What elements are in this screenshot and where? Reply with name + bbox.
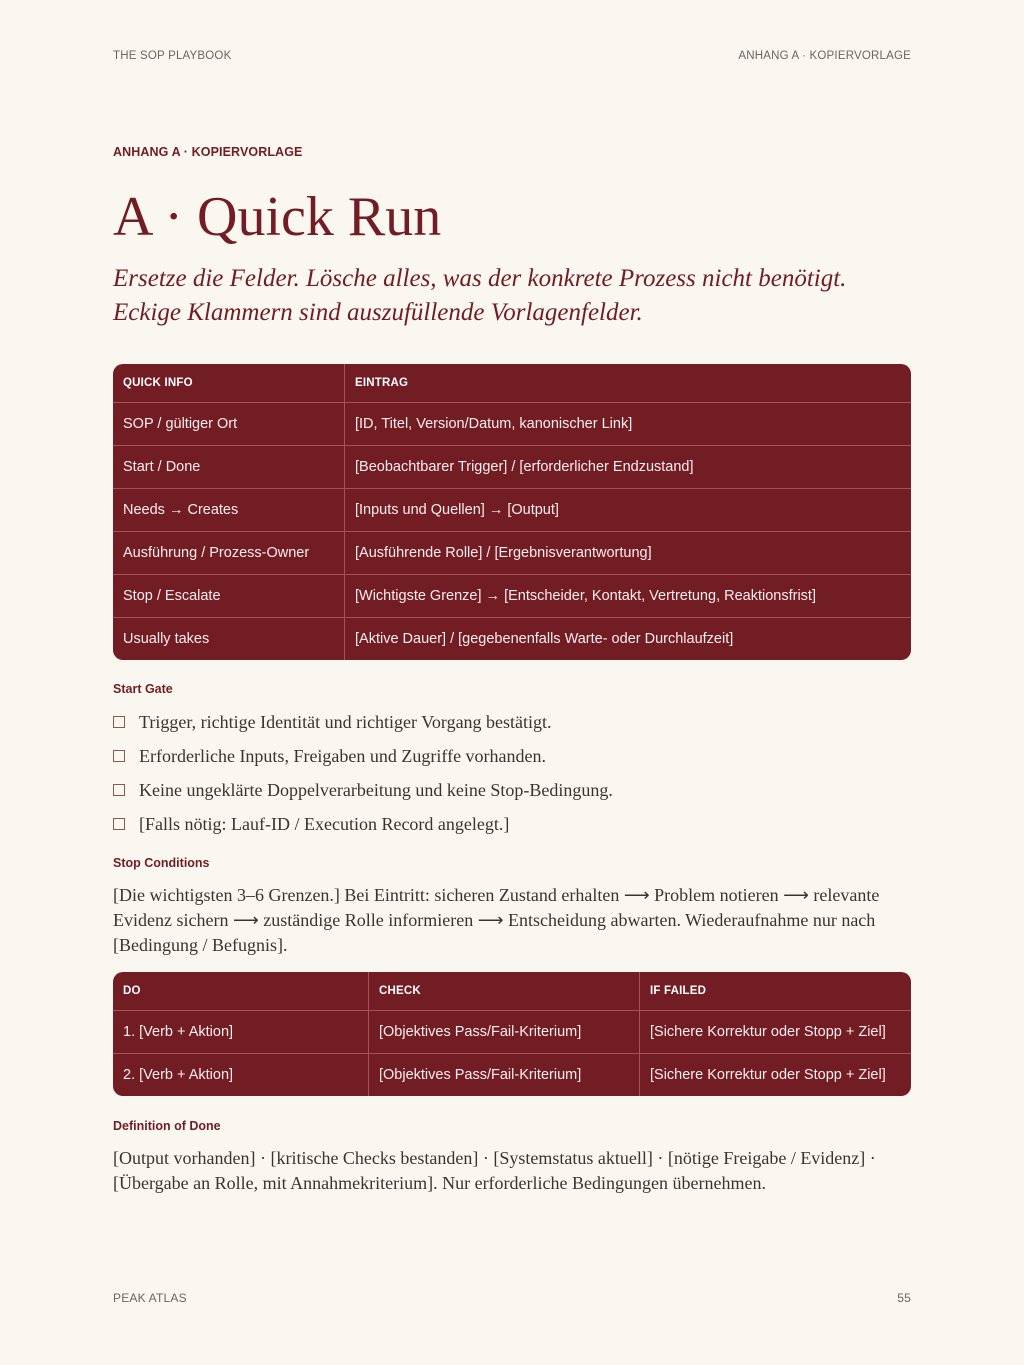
row-value: [Beobachtbarer Trigger] / [erforderlicher Endzustand] xyxy=(345,446,911,489)
section-eyebrow: ANHANG A · KOPIERVORLAGE xyxy=(113,145,303,159)
table-row xyxy=(113,618,911,660)
steps-table xyxy=(113,972,911,1096)
checklist-item-text: Keine ungeklärte Doppelverarbeitung und keine Stop-Bedingung. xyxy=(139,780,613,800)
row-label: SOP / gültiger Ort xyxy=(113,403,345,446)
table-row xyxy=(113,575,911,618)
row-label: Needs → Creates xyxy=(113,489,345,532)
step-if-failed: [Sichere Korrektur oder Stopp + Ziel] xyxy=(650,1067,886,1083)
row-label: Usually takes xyxy=(113,618,345,660)
start-gate-checklist xyxy=(113,710,613,846)
footer-publisher: PEAK ATLAS xyxy=(113,1291,187,1305)
row-value: [ID, Titel, Version/Datum, kanonischer Link] xyxy=(345,403,911,446)
checklist-item xyxy=(113,744,613,778)
step-check: [Objektives Pass/Fail-Kriterium] xyxy=(369,1011,640,1054)
stop-conditions-text: [Die wichtigsten 3–6 Grenzen.] Bei Eintritt: sicheren Zustand erhalten ⟶ Problem notieren ⟶ relevante Evidenz sichern ⟶ zuständige Rolle informieren ⟶ Entscheidung abwarten. Wiederaufnahme nur nach [Bedingung / Befugnis]. xyxy=(113,885,880,955)
row-value: [Wichtigste Grenze] → [Entscheider, Kontakt, Vertretung, Reaktionsfrist] xyxy=(345,575,911,618)
checklist-item-text: Erforderliche Inputs, Freigaben und Zugriffe vorhanden. xyxy=(139,746,547,766)
column-header-if-failed: IF FAILED xyxy=(640,972,911,1011)
running-header-book-title: THE SOP PLAYBOOK xyxy=(113,50,232,62)
table-row xyxy=(113,403,911,446)
step-check: [Objektives Pass/Fail-Kriterium] xyxy=(369,1054,640,1096)
page-number: 55 xyxy=(897,1291,911,1305)
checklist-item-text: Trigger, richtige Identität und richtiger Vorgang bestätigt. xyxy=(139,712,552,732)
row-value: [Aktive Dauer] / [gegebenenfalls Warte- oder Durchlaufzeit] xyxy=(355,631,734,647)
column-header-quick-info: QUICK INFO xyxy=(113,364,345,403)
lede-text: Ersetze die Felder. Lösche alles, was der konkrete Prozess nicht benötigt. Eckige Klammern sind auszufüllende Vorlagenfelder. xyxy=(113,265,847,326)
table-row xyxy=(113,446,911,489)
start-gate-heading: Start Gate xyxy=(113,682,173,696)
stop-conditions-heading: Stop Conditions xyxy=(113,856,210,870)
checklist-item xyxy=(113,710,613,744)
row-value: [Ausführende Rolle] / [Ergebnisverantwortung] xyxy=(345,532,911,575)
table-row xyxy=(113,532,911,575)
table-row xyxy=(113,1011,911,1054)
table-header-row xyxy=(113,364,911,403)
checkbox-icon[interactable] xyxy=(113,818,125,830)
row-label: Stop / Escalate xyxy=(113,575,345,618)
row-label: Start / Done xyxy=(113,446,345,489)
checkbox-icon[interactable] xyxy=(113,716,125,728)
definition-of-done-text: [Output vorhanden] · [kritische Checks bestanden] · [Systemstatus aktuell] · [nötige Freigabe / Evidenz] · [Übergabe an Rolle, mit Annahmekriterium]. Nur erforderliche Bedingungen übernehmen. xyxy=(113,1148,876,1193)
checklist-item-text: [Falls nötig: Lauf-ID / Execution Record angelegt.] xyxy=(139,814,510,834)
row-value: [Inputs und Quellen] → [Output] xyxy=(345,489,911,532)
table-header-row xyxy=(113,972,911,1011)
definition-of-done-heading: Definition of Done xyxy=(113,1119,221,1133)
row-label: Ausführung / Prozess-Owner xyxy=(113,532,345,575)
checkbox-icon[interactable] xyxy=(113,784,125,796)
checklist-item xyxy=(113,812,613,846)
running-header-section: ANHANG A · KOPIERVORLAGE xyxy=(738,50,911,62)
column-header-eintrag: EINTRAG xyxy=(345,364,911,403)
table-row xyxy=(113,489,911,532)
column-header-check: CHECK xyxy=(369,972,640,1011)
step-action: 1. [Verb + Aktion] xyxy=(113,1011,369,1054)
column-header-do: DO xyxy=(113,972,369,1011)
table-row xyxy=(113,1054,911,1096)
quick-info-table xyxy=(113,364,911,660)
checkbox-icon[interactable] xyxy=(113,750,125,762)
page-title: A · Quick Run xyxy=(113,186,442,248)
checklist-item xyxy=(113,778,613,812)
step-action: 2. [Verb + Aktion] xyxy=(113,1054,369,1096)
step-if-failed: [Sichere Korrektur oder Stopp + Ziel] xyxy=(640,1011,911,1054)
